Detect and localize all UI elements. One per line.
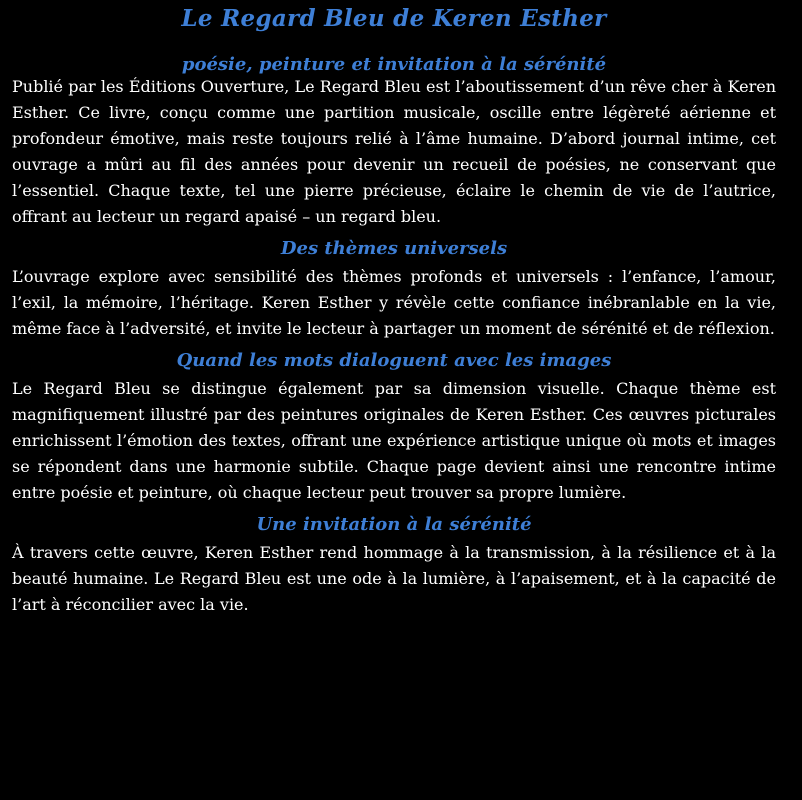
- document-title: Le Regard Bleu de Keren Esther: [181, 5, 607, 32]
- intro-paragraph: Publié par les Éditions Ouverture, Le Regard Bleu est l’aboutissement d’un rêve cher à Keren Esther. Ce livre, conçu comme une partition musicale, oscille entre légèreté aérienne et profondeur émotive, mais reste toujours relié à l’âme humaine. D’abord journal intime, cet ouvrage a mûri au fil des années pour devenir un recueil de poésies, ne conservant que l’essentiel. Chaque texte, tel une pierre précieuse, éclaire le chemin de vie de l’autrice, offrant au lecteur un regard apaisé – un regard bleu.: [12, 77, 776, 226]
- section-heading-serenity: Une invitation à la sérénité: [256, 514, 532, 535]
- section-text-themes: L’ouvrage explore avec sensibilité des thèmes profonds et universels : l’enfance, l’amour, l’exil, la mémoire, l’héritage. Keren Esther y révèle cette confiance inébranlable en la vie, même face à l’adversité, et invite le lecteur à partager un moment de sérénité et de réflexion.: [12, 267, 776, 338]
- document-subtitle: poésie, peinture et invitation à la sérénité: [181, 54, 607, 75]
- section-text-serenity: À travers cette œuvre, Keren Esther rend hommage à la transmission, à la résilience et à la beauté humaine. Le Regard Bleu est une ode à la lumière, à l’apaisement, et à la capacité de l’art à réconcilier avec la vie.: [12, 543, 776, 614]
- section-heading-images: Quand les mots dialoguent avec les images: [176, 350, 612, 371]
- section-text-images: Le Regard Bleu se distingue également par sa dimension visuelle. Chaque thème est magnifiquement illustré par des peintures originales de Keren Esther. Ces œuvres picturales enrichissent l’émotion des textes, offrant une expérience artistique unique où mots et images se répondent dans une harmonie subtile. Chaque page devient ainsi une rencontre intime entre poésie et peinture, où chaque lecteur peut trouver sa propre lumière.: [12, 379, 776, 502]
- section-heading-themes: Des thèmes universels: [280, 238, 508, 259]
